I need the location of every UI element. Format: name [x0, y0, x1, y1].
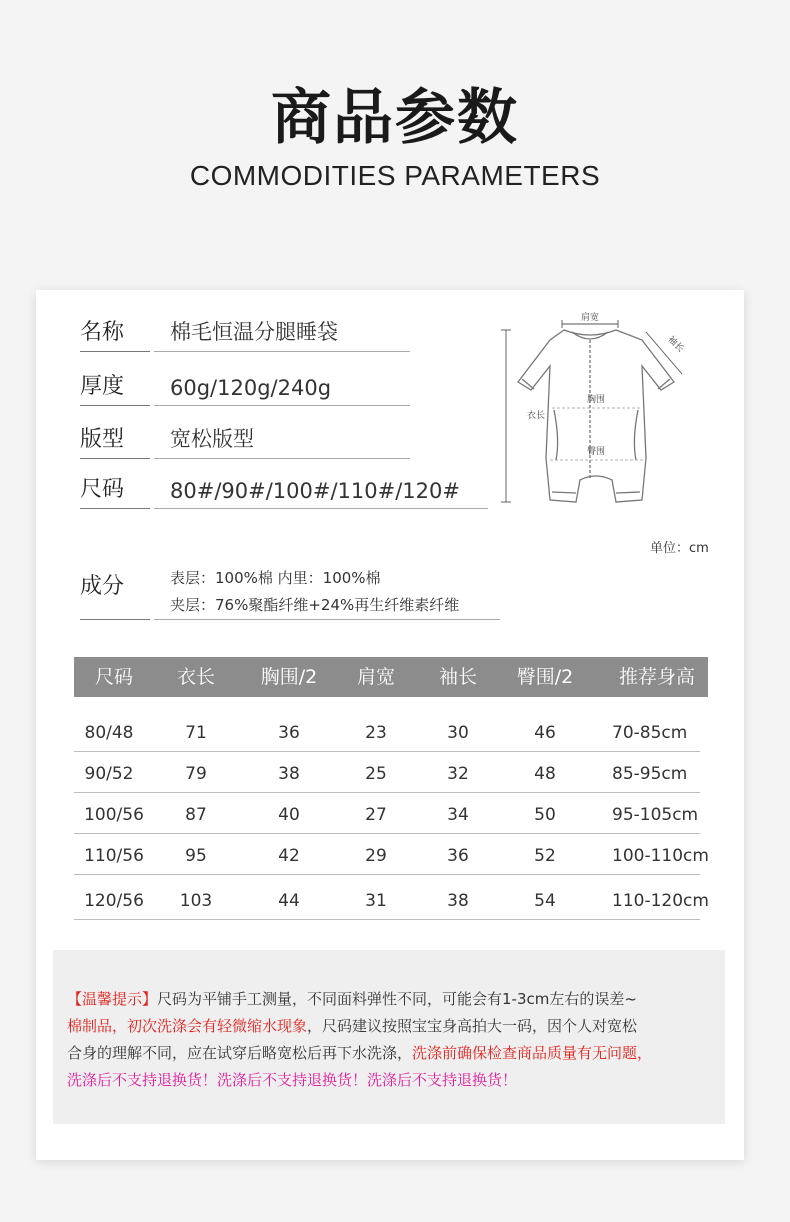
th-height: 推荐身高 [618, 666, 695, 688]
param-thickness [80, 372, 410, 406]
table-row: 120/56 103 44 31 38 54 110-120cm [74, 879, 700, 920]
diagram-length-label: 衣长 [526, 411, 546, 421]
table-row: 100/56 87 40 27 34 50 95-105cm [74, 793, 700, 834]
notice-tag: 【温馨提示】 [67, 990, 158, 1008]
th-chest: 胸围/2 [260, 666, 318, 688]
th-length: 衣长 [176, 666, 215, 688]
unit-label: 单位：cm [650, 541, 709, 556]
th-sleeve: 袖长 [438, 666, 477, 688]
param-fit-value: 宽松版型 [170, 427, 254, 451]
param-name-label: 名称 [80, 320, 125, 345]
th-hip: 臀围/2 [516, 666, 574, 688]
parameters-card [36, 290, 744, 1160]
page-title: 商品参数 [271, 83, 519, 153]
garment-diagram [496, 310, 726, 530]
table-row: 110/56 95 42 29 36 52 100-110cm [74, 834, 700, 875]
param-size [80, 475, 490, 509]
composition-line-2: 夹层：76%聚酯纤维+24%再生纤维素纤维 [170, 596, 460, 614]
diagram-chest-label: 胸围 [586, 395, 606, 405]
param-name [80, 318, 410, 352]
param-size-value: 80#/90#/100#/110#/120# [170, 479, 460, 503]
notice-line-1: 【温馨提示】尺码为平铺手工测量，不同面料弹性不同，可能会有1-3cm左右的误差~ [67, 990, 637, 1008]
param-fit-label: 版型 [80, 427, 125, 452]
table-row: 80/48 71 36 23 30 46 70-85cm [74, 711, 700, 752]
page-subtitle: COMMODITIES PARAMETERS [189, 160, 601, 191]
param-thickness-value: 60g/120g/240g [170, 376, 332, 400]
composition-line-1: 表层：100%棉 内里：100%棉 [170, 569, 381, 587]
param-size-label: 尺码 [80, 477, 125, 502]
notice-line-3: 合身的理解不同，应在试穿后略宽松后再下水洗涤，洗涤前确保检查商品质量有无问题， [67, 1044, 653, 1062]
notice-line-2: 棉制品，初次洗涤会有轻微缩水现象，尺码建议按照宝宝身高拍大一码，因个人对宽松 [67, 1017, 638, 1035]
diagram-hip-label: 臀围 [586, 447, 606, 457]
size-table-header [74, 657, 708, 697]
th-size: 尺码 [94, 666, 133, 688]
param-name-value: 棉毛恒温分腿睡袋 [170, 320, 338, 344]
diagram-shoulder-label: 肩宽 [580, 313, 600, 323]
param-composition-label: 成分 [80, 574, 125, 599]
notice-box [53, 950, 725, 1124]
notice-line-4: 洗涤后不支持退换货！洗涤后不支持退换货！洗涤后不支持退换货！ [67, 1071, 518, 1089]
table-row: 90/52 79 38 25 32 48 85-95cm [74, 752, 700, 793]
param-fit [80, 425, 410, 459]
th-shoulder: 肩宽 [356, 666, 395, 688]
param-thickness-label: 厚度 [80, 374, 125, 399]
diagram-sleeve-label: 袖长 [665, 334, 686, 355]
